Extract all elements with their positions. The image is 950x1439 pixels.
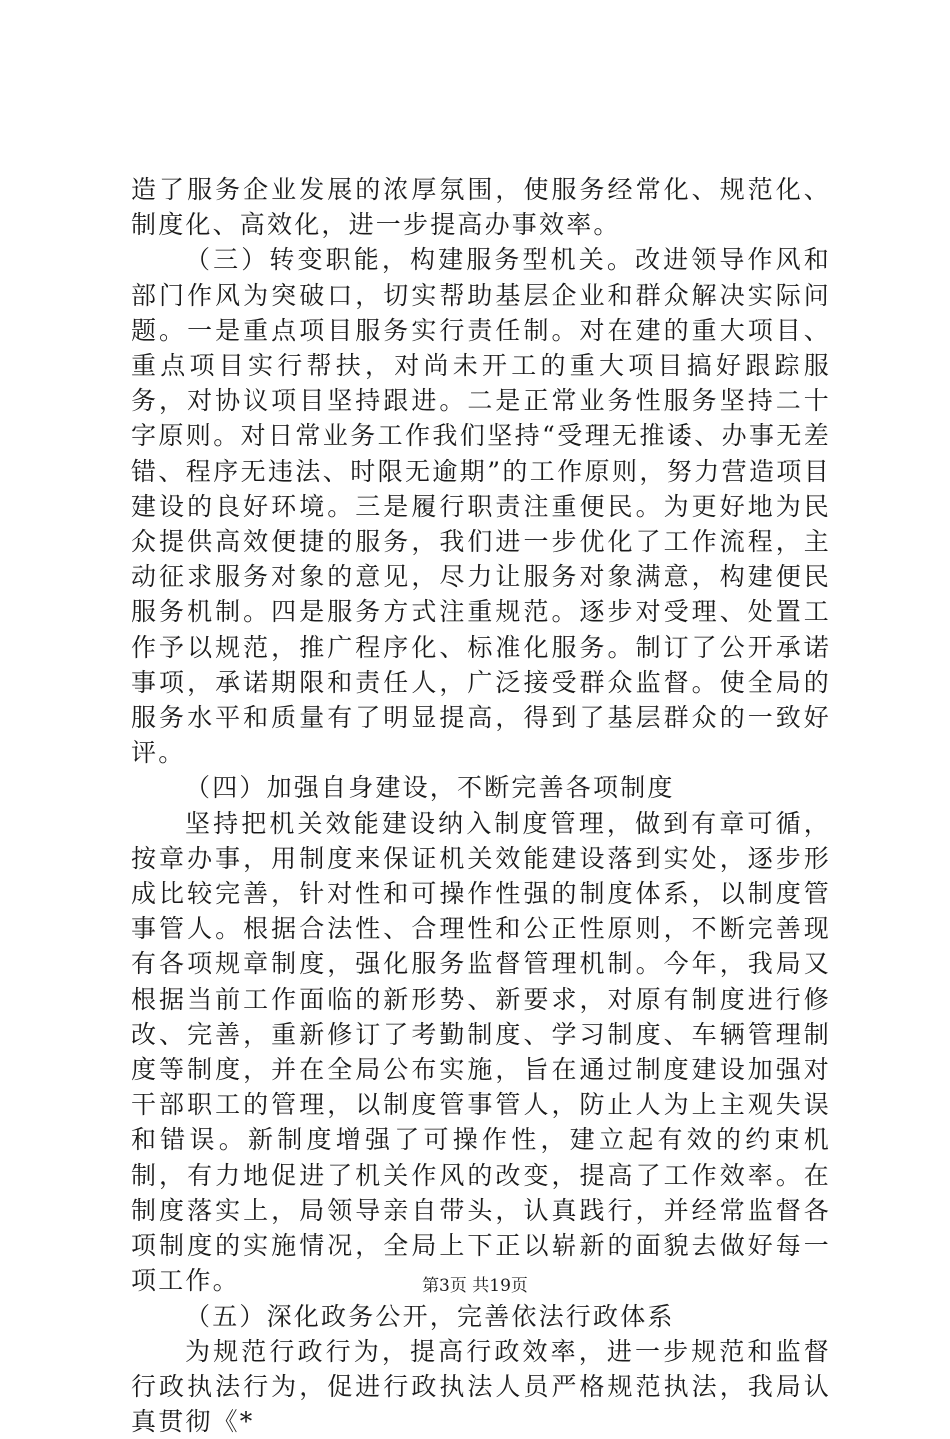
heading-section-4: （四）加强自身建设，不断完善各项制度: [185, 773, 675, 803]
paragraph-section-5-body: 为规范行政行为，提高行政效率，进一步规范和监督行政执法行为，促进行政执法人员严格规范执法，我局认真贯彻《*: [131, 1336, 831, 1437]
document-body: [131, 172, 831, 1439]
paragraph-section-3: （三）转变职能，构建服务型机关。改进领导作风和部门作风为突破口，切实帮助基层企业和群众解决实际问题。一是重点项目服务实行责任制。对在建的重大项目、重点项目实行帮扶，对尚未开工的重大项目搞好跟踪服务，对协议项目坚持跟进。二是正常业务性服务坚持二十字原则。对日常业务工作我们坚持“受理无推诿、办事无差错、程序无违法、时限无逾期”的工作原则，努力营造项目建设的良好环境。三是履行职责注重便民。为更好地为民众提供高效便捷的服务，我们进一步优化了工作流程，主动征求服务对象的意见，尽力让服务对象满意，构建便民服务机制。四是服务方式注重规范。逐步对受理、处置工作予以规范，推广程序化、标准化服务。制订了公开承诺事项，承诺期限和责任人，广泛接受群众监督。使全局的服务水平和质量有了明显提高，得到了基层群众的一致好评。: [131, 245, 831, 768]
page-number-footer: 第3页 共19页: [422, 1276, 528, 1296]
paragraph-section-4-body: 坚持把机关效能建设纳入制度管理，做到有章可循，按章办事，用制度来保证机关效能建设落到实处，逐步形成比较完善，针对性和可操作性强的制度体系，以制度管事管人。根据合法性、合理性和公正性原则，不断完善现有各项规章制度，强化服务监督管理机制。今年，我局又根据当前工作面临的新形势、新要求，对原有制度进行修改、完善，重新修订了考勤制度、学习制度、车辆管理制度等制度，并在全局公布实施，旨在通过制度建设加强对干部职工的管理，以制度管事管人，防止人为上主观失误和错误。新制度增强了可操作性，建立起有效的约束机制，有力地促进了机关作风的改变，提高了工作效率。在制度落实上，局领导亲自带头，认真践行，并经常监督各项制度的实施情况，全局上下正以崭新的面貌去做好每一项工作。: [131, 808, 831, 1296]
paragraph-continuation: 造了服务企业发展的浓厚氛围，使服务经常化、规范化、制度化、高效化，进一步提高办事效率。: [131, 175, 831, 240]
heading-section-5: （五）深化政务公开，完善依法行政体系: [185, 1301, 675, 1331]
